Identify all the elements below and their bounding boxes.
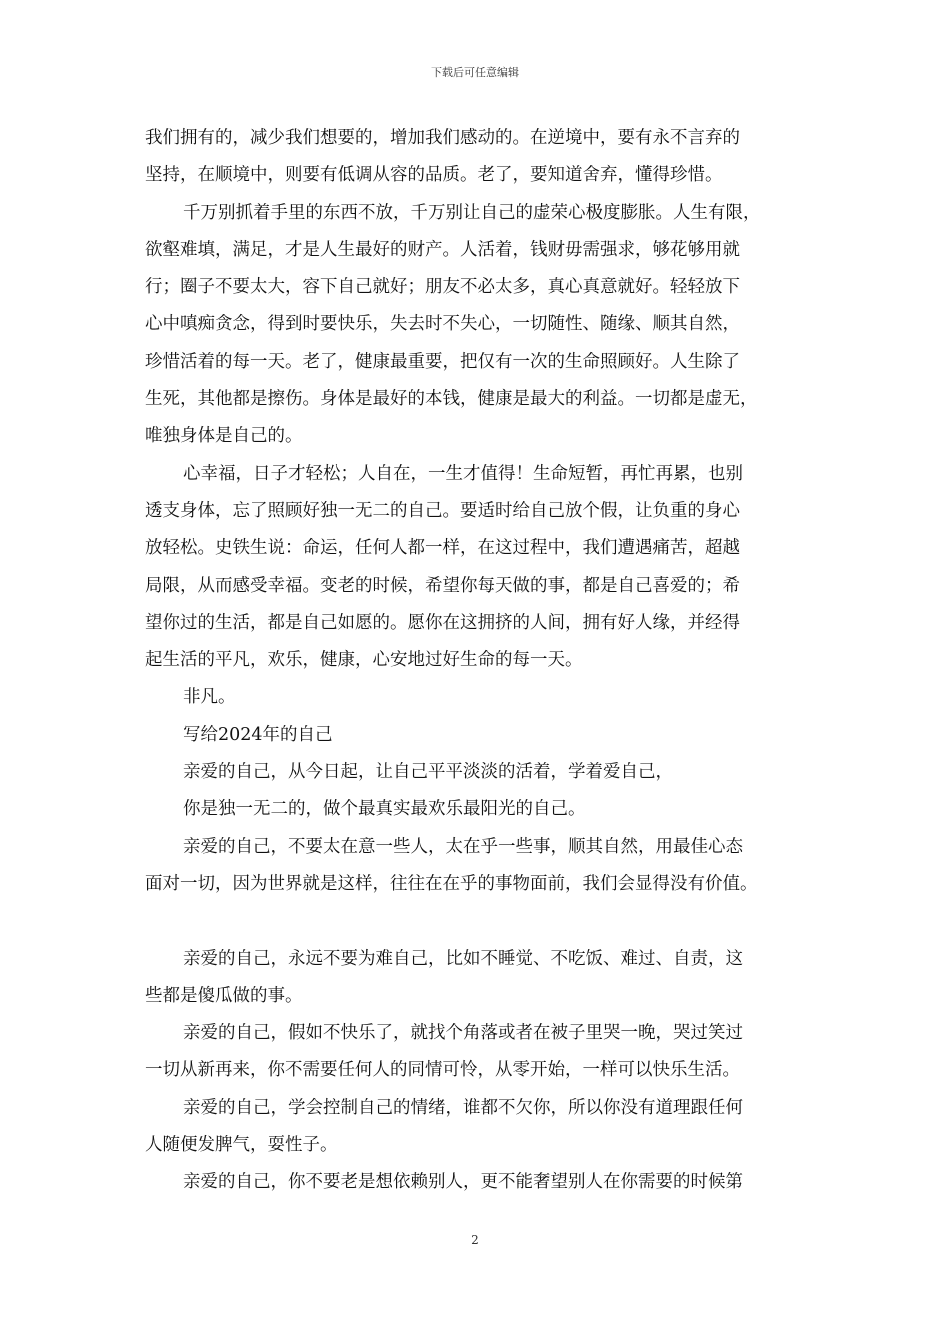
- paragraph-start: 亲爱的自己，不要太在意一些人，太在乎一些事，顺其自然，用最佳心态: [183, 836, 743, 857]
- paragraph-start: 亲爱的自己，你不要老是想依赖别人，更不能奢望别人在你需要的时候第: [183, 1172, 743, 1193]
- text-line: 放轻松。史铁生说：命运，任何人都一样，在这过程中，我们遭遇痛苦，超越: [145, 538, 740, 559]
- text-line: 生死，其他都是擦伤。身体是最好的本钱，健康是最大的利益。一切都是虚无，: [145, 389, 758, 410]
- document-body: [145, 120, 817, 1202]
- text-line: 坚持，在顺境中，则要有低调从容的品质。老了，要知道舍弃，懂得珍惜。: [145, 165, 723, 186]
- text-line: 局限，从而感受幸福。变老的时候，希望你每天做的事，都是自己喜爱的；希: [145, 575, 740, 596]
- paragraph-start: 亲爱的自己，永远不要为难自己，比如不睡觉、不吃饭、难过、自责，这: [183, 948, 743, 969]
- text-line: 唯独身体是自己的。: [145, 426, 303, 447]
- page-number: 2: [471, 1233, 479, 1247]
- paragraph-start: 亲爱的自己，学会控制自己的情绪，谁都不欠你，所以你没有道理跟任何: [183, 1097, 743, 1118]
- text-line: 些都是傻瓜做的事。: [145, 985, 303, 1006]
- text-line: 人随便发脾气，耍性子。: [145, 1135, 338, 1156]
- paragraph-start: 你是独一无二的，做个最真实最欢乐最阳光的自己。: [183, 799, 586, 820]
- text-line: 欲壑难填，满足，才是人生最好的财产。人活着，钱财毋需强求，够花够用就: [145, 239, 740, 260]
- text-line: 起生活的平凡，欢乐，健康，心安地过好生命的每一天。: [145, 650, 583, 671]
- paragraph-start: 心幸福，日子才轻松；人自在，一生才值得！生命短暂，再忙再累，也别: [183, 463, 743, 484]
- paragraph-start: 亲爱的自己，从今日起，让自己平平淡淡的活着，学着爱自己，: [183, 762, 673, 783]
- text-line: 珍惜活着的每一天。老了，健康最重要，把仅有一次的生命照顾好。人生除了: [145, 351, 740, 372]
- paragraph-start: 千万别抓着手里的东西不放，千万别让自己的虚荣心极度膨胀。人生有限，: [183, 202, 761, 223]
- text-line: 透支身体，忘了照顾好独一无二的自己。要适时给自己放个假，让负重的身心: [145, 500, 740, 521]
- blank-line: [145, 903, 817, 940]
- text-line: 心中嗔痴贪念，得到时要快乐，失去时不失心，一切随性、随缘、顺其自然，: [145, 314, 740, 335]
- page-header: 下载后可任意编辑: [431, 66, 519, 79]
- text-line: 面对一切，因为世界就是这样，往往在在乎的事物面前，我们会显得没有价值。: [145, 873, 758, 894]
- paragraph-start: 亲爱的自己，假如不快乐了，就找个角落或者在被子里哭一晚，哭过笑过: [183, 1023, 743, 1044]
- section-title: 写给2024年的自己: [183, 724, 333, 745]
- text-line: 我们拥有的，减少我们想要的，增加我们感动的。在逆境中，要有永不言弃的: [145, 128, 740, 148]
- text-line: 望你过的生活，都是自己如愿的。愿你在这拥挤的人间，拥有好人缘，并经得: [145, 612, 740, 633]
- text-line: 行；圈子不要太大，容下自己就好；朋友不必太多，真心真意就好。轻轻放下: [145, 277, 740, 298]
- text-line: 一切从新再来，你不需要任何人的同情可怜，从零开始，一样可以快乐生活。: [145, 1060, 740, 1081]
- paragraph-start: 非凡。: [183, 687, 236, 708]
